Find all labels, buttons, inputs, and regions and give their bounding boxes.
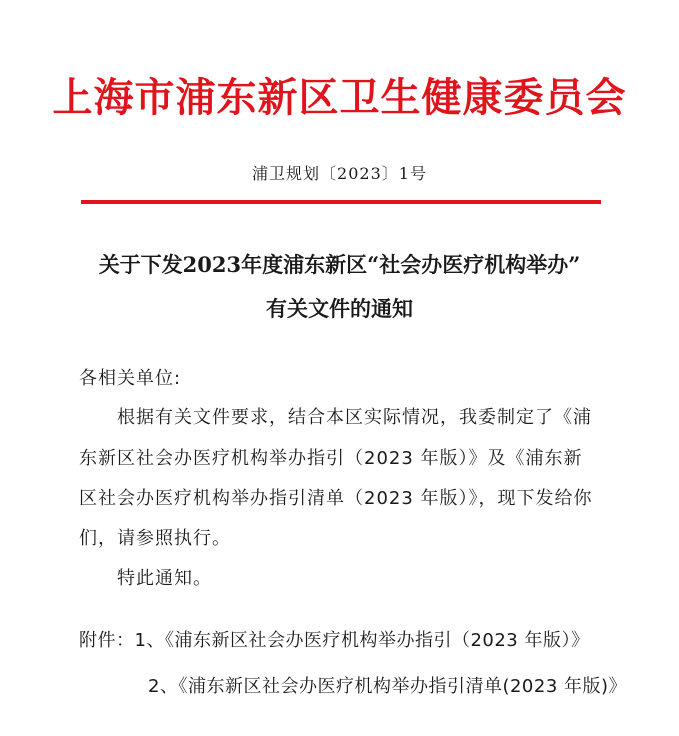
body-paragraph-line-4: 们，请参照执行。 [79, 528, 231, 549]
closing-remark: 特此通知。 [117, 568, 212, 589]
notice-title-line-1: 关于下发2023年度浦东新区“社会办医疗机构举办” [98, 252, 581, 277]
red-divider-line [81, 200, 601, 204]
salutation: 各相关单位: [79, 368, 182, 389]
issuing-organization-title: 上海市浦东新区卫生健康委员会 [52, 74, 627, 121]
body-paragraph-line-2: 东新区社会办医疗机构举办指引（2023 年版）》及《浦东新 [79, 448, 583, 469]
attachment-item-2: 2、《浦东新区社会办医疗机构举办指引清单(2023 年版)》 [148, 676, 628, 697]
notice-title-line-2: 有关文件的通知 [266, 296, 413, 321]
attachment-item-1: 附件：1、《浦东新区社会办医疗机构举办指引（2023 年版）》 [79, 630, 590, 651]
body-paragraph-line-3: 区社会办医疗机构举办指引清单（2023 年版）》，现下发给你 [79, 488, 593, 509]
document-number: 浦卫规划〔2023〕1号 [252, 164, 427, 183]
body-paragraph-line-1: 根据有关文件要求，结合本区实际情况，我委制定了《浦 [117, 407, 592, 428]
